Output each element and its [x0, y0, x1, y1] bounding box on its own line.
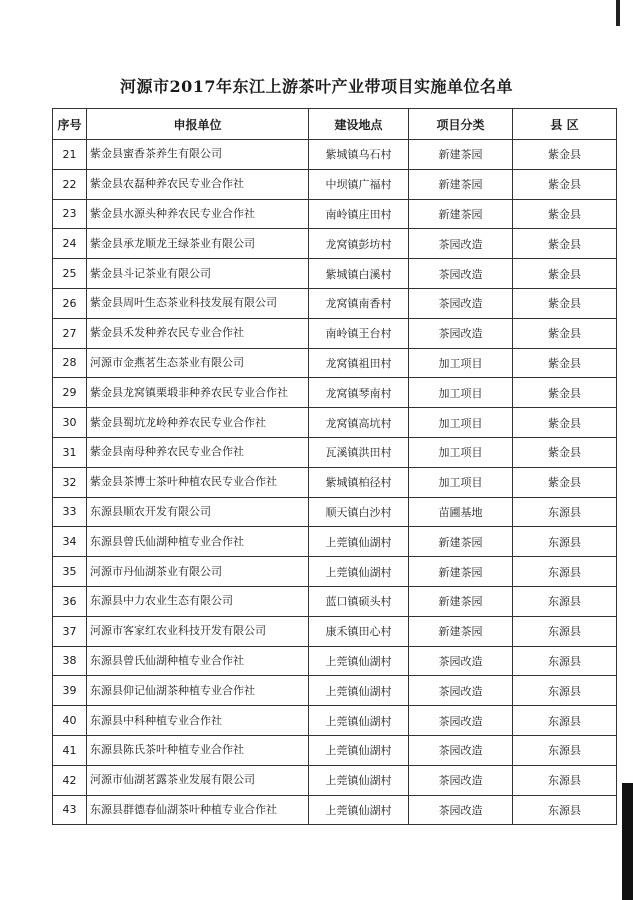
serial-number-cell: 43: [53, 795, 87, 825]
table-row: [53, 259, 617, 289]
serial-number-cell: 27: [53, 318, 87, 348]
table-row: [53, 765, 617, 795]
serial-number-cell: 28: [53, 348, 87, 378]
county-cell: 东源县: [513, 616, 617, 646]
table-row: [53, 318, 617, 348]
project-category-cell: 加工项目: [409, 467, 513, 497]
scan-edge-mark-top: [616, 0, 620, 26]
project-category-cell: 茶园改造: [409, 765, 513, 795]
county-cell: 紫金县: [513, 229, 617, 259]
project-category-cell: 茶园改造: [409, 676, 513, 706]
county-cell: 东源县: [513, 706, 617, 736]
project-category-cell: 茶园改造: [409, 706, 513, 736]
project-category-cell: 加工项目: [409, 408, 513, 438]
table-row: [53, 706, 617, 736]
serial-number-cell: 40: [53, 706, 87, 736]
applicant-unit-cell: 紫金县龙窝镇栗塅非种养农民专业合作社: [87, 378, 309, 408]
serial-number-cell: 41: [53, 735, 87, 765]
applicant-unit-cell: 东源县仰记仙湖茶种植专业合作社: [87, 676, 309, 706]
construction-site-cell: 紫城镇乌石村: [309, 140, 409, 170]
county-cell: 紫金县: [513, 199, 617, 229]
serial-number-cell: 25: [53, 259, 87, 289]
project-category-cell: 茶园改造: [409, 259, 513, 289]
project-category-cell: 茶园改造: [409, 318, 513, 348]
project-category-cell: 新建茶园: [409, 527, 513, 557]
serial-number-cell: 30: [53, 408, 87, 438]
table-row: [53, 616, 617, 646]
county-cell: 东源县: [513, 735, 617, 765]
construction-site-cell: 南岭镇庄田村: [309, 199, 409, 229]
table-row: [53, 348, 617, 378]
county-cell: 紫金县: [513, 408, 617, 438]
construction-site-cell: 紫城镇白溪村: [309, 259, 409, 289]
county-cell: 紫金县: [513, 378, 617, 408]
applicant-unit-cell: 紫金县蜀坑龙岭种养农民专业合作社: [87, 408, 309, 438]
header-applicant-unit: 申报单位: [87, 109, 309, 140]
applicant-unit-cell: 紫金县南母种养农民专业合作社: [87, 437, 309, 467]
serial-number-cell: 37: [53, 616, 87, 646]
applicant-unit-cell: 河源市金燕茗生态茶业有限公司: [87, 348, 309, 378]
construction-site-cell: 上莞镇仙湖村: [309, 646, 409, 676]
table-row: [53, 586, 617, 616]
construction-site-cell: 上莞镇仙湖村: [309, 765, 409, 795]
table-row: [53, 140, 617, 170]
applicant-unit-cell: 河源市丹仙湖茶业有限公司: [87, 557, 309, 587]
construction-site-cell: 紫城镇柏径村: [309, 467, 409, 497]
construction-site-cell: 上莞镇仙湖村: [309, 676, 409, 706]
serial-number-cell: 36: [53, 586, 87, 616]
project-category-cell: 茶园改造: [409, 646, 513, 676]
project-category-cell: 苗圃基地: [409, 497, 513, 527]
county-cell: 东源县: [513, 765, 617, 795]
project-category-cell: 新建茶园: [409, 199, 513, 229]
table-row: [53, 676, 617, 706]
serial-number-cell: 38: [53, 646, 87, 676]
construction-site-cell: 顺天镇白沙村: [309, 497, 409, 527]
project-category-cell: 新建茶园: [409, 616, 513, 646]
construction-site-cell: 上莞镇仙湖村: [309, 706, 409, 736]
applicant-unit-cell: 紫金县农磊种养农民专业合作社: [87, 169, 309, 199]
serial-number-cell: 23: [53, 199, 87, 229]
construction-site-cell: 龙窝镇琴南村: [309, 378, 409, 408]
serial-number-cell: 35: [53, 557, 87, 587]
applicant-unit-cell: 河源市仙湖茗露茶业发展有限公司: [87, 765, 309, 795]
applicant-unit-cell: 东源县曾氏仙湖种植专业合作社: [87, 646, 309, 676]
project-category-cell: 茶园改造: [409, 735, 513, 765]
table-row: [53, 497, 617, 527]
county-cell: 东源县: [513, 646, 617, 676]
county-cell: 紫金县: [513, 169, 617, 199]
project-category-cell: 茶园改造: [409, 795, 513, 825]
applicant-unit-cell: 东源县陈氏茶叶种植专业合作社: [87, 735, 309, 765]
construction-site-cell: 蓝口镇硕头村: [309, 586, 409, 616]
serial-number-cell: 33: [53, 497, 87, 527]
construction-site-cell: 康禾镇田心村: [309, 616, 409, 646]
county-cell: 东源县: [513, 527, 617, 557]
construction-site-cell: 中坝镇广福村: [309, 169, 409, 199]
serial-number-cell: 26: [53, 288, 87, 318]
construction-site-cell: 龙窝镇祖田村: [309, 348, 409, 378]
project-category-cell: 新建茶园: [409, 169, 513, 199]
serial-number-cell: 39: [53, 676, 87, 706]
serial-number-cell: 22: [53, 169, 87, 199]
county-cell: 紫金县: [513, 348, 617, 378]
header-project-category: 项目分类: [409, 109, 513, 140]
applicant-unit-cell: 东源县中科种植专业合作社: [87, 706, 309, 736]
county-cell: 紫金县: [513, 318, 617, 348]
table-row: [53, 408, 617, 438]
project-category-cell: 茶园改造: [409, 229, 513, 259]
serial-number-cell: 42: [53, 765, 87, 795]
project-category-cell: 新建茶园: [409, 586, 513, 616]
applicant-unit-cell: 紫金县蜜香茶养生有限公司: [87, 140, 309, 170]
applicant-unit-cell: 东源县曾氏仙湖种植专业合作社: [87, 527, 309, 557]
applicant-unit-cell: 东源县群德春仙湖茶叶种植专业合作社: [87, 795, 309, 825]
county-cell: 东源县: [513, 557, 617, 587]
county-cell: 东源县: [513, 676, 617, 706]
construction-site-cell: 上莞镇仙湖村: [309, 527, 409, 557]
project-category-cell: 加工项目: [409, 348, 513, 378]
table-row: [53, 169, 617, 199]
county-cell: 东源县: [513, 497, 617, 527]
scan-edge-mark-bottom: [622, 783, 633, 900]
table-row: [53, 288, 617, 318]
project-category-cell: 加工项目: [409, 378, 513, 408]
construction-site-cell: 上莞镇仙湖村: [309, 557, 409, 587]
table-row: [53, 646, 617, 676]
applicant-unit-cell: 东源县顺农开发有限公司: [87, 497, 309, 527]
header-construction-site: 建设地点: [309, 109, 409, 140]
applicant-unit-cell: 紫金县水源头种养农民专业合作社: [87, 199, 309, 229]
serial-number-cell: 21: [53, 140, 87, 170]
applicant-unit-cell: 紫金县周叶生态茶业科技发展有限公司: [87, 288, 309, 318]
county-cell: 紫金县: [513, 259, 617, 289]
table-header-row: [53, 109, 617, 140]
serial-number-cell: 31: [53, 437, 87, 467]
table-row: [53, 229, 617, 259]
table-row: [53, 199, 617, 229]
county-cell: 紫金县: [513, 140, 617, 170]
table-row: [53, 527, 617, 557]
document-title: 河源市2017年东江上游茶叶产业带项目实施单位名单: [119, 77, 514, 96]
header-serial-number: 序号: [53, 109, 87, 140]
table-row: [53, 467, 617, 497]
project-category-cell: 新建茶园: [409, 557, 513, 587]
construction-site-cell: 上莞镇仙湖村: [309, 795, 409, 825]
county-cell: 东源县: [513, 795, 617, 825]
construction-site-cell: 上莞镇仙湖村: [309, 735, 409, 765]
construction-site-cell: 南岭镇王台村: [309, 318, 409, 348]
table-row: [53, 795, 617, 825]
serial-number-cell: 32: [53, 467, 87, 497]
project-category-cell: 茶园改造: [409, 288, 513, 318]
applicant-unit-cell: 紫金县斗记茶业有限公司: [87, 259, 309, 289]
county-cell: 紫金县: [513, 288, 617, 318]
table-row: [53, 437, 617, 467]
project-category-cell: 加工项目: [409, 437, 513, 467]
table-row: [53, 735, 617, 765]
serial-number-cell: 34: [53, 527, 87, 557]
table-row: [53, 557, 617, 587]
construction-site-cell: 龙窝镇南香村: [309, 288, 409, 318]
construction-site-cell: 龙窝镇高坑村: [309, 408, 409, 438]
units-table: [52, 108, 617, 825]
county-cell: 东源县: [513, 586, 617, 616]
table-row: [53, 378, 617, 408]
applicant-unit-cell: 紫金县茶博士茶叶种植农民专业合作社: [87, 467, 309, 497]
county-cell: 紫金县: [513, 437, 617, 467]
applicant-unit-cell: 河源市客家红农业科技开发有限公司: [87, 616, 309, 646]
applicant-unit-cell: 东源县中力农业生态有限公司: [87, 586, 309, 616]
serial-number-cell: 29: [53, 378, 87, 408]
construction-site-cell: 瓦溪镇洪田村: [309, 437, 409, 467]
construction-site-cell: 龙窝镇彭坊村: [309, 229, 409, 259]
header-county: 县 区: [513, 109, 617, 140]
serial-number-cell: 24: [53, 229, 87, 259]
table-body: [53, 140, 617, 825]
county-cell: 紫金县: [513, 467, 617, 497]
applicant-unit-cell: 紫金县承龙顺龙王绿茶业有限公司: [87, 229, 309, 259]
applicant-unit-cell: 紫金县禾发种养农民专业合作社: [87, 318, 309, 348]
project-category-cell: 新建茶园: [409, 140, 513, 170]
